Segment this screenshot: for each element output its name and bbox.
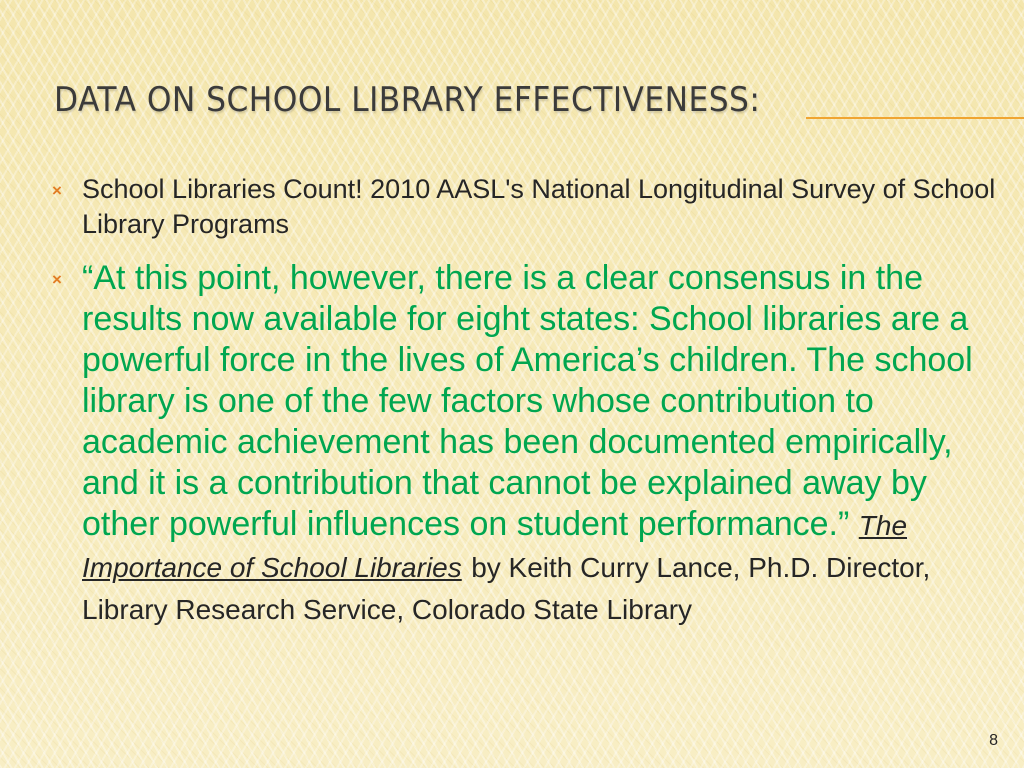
bullet-item-survey [46, 172, 1006, 242]
bullet-list [46, 172, 1006, 630]
page-number: 8 [989, 732, 998, 749]
slide-title: DATA ON SCHOOL LIBRARY EFFECTIVENESS: [54, 80, 761, 120]
x-bullet-icon: × [52, 181, 62, 200]
bullet-text-survey: School Libraries Count! 2010 AASL's National Longitudinal Survey of School Library Programs [82, 174, 996, 239]
citation-title-link[interactable]: The Importance of School Libraries [82, 510, 908, 583]
title-underline-rule [806, 117, 1024, 119]
x-bullet-icon: × [52, 270, 62, 289]
quote-text: “At this point, however, there is a clear consensus in the results now available for eight states: School libraries are a powerful force in the lives of America’s children. The school library is one of the few factors whose contribution to academic achievement has been documented empirically, and it is a contribution that cannot be explained away by other powerful influences on student performance.” [82, 259, 973, 543]
citation-author: by Keith Curry Lance, Ph.D. Director, Library Research Service, Colorado State Library [82, 552, 931, 625]
bullet-item-quote [46, 258, 1006, 630]
